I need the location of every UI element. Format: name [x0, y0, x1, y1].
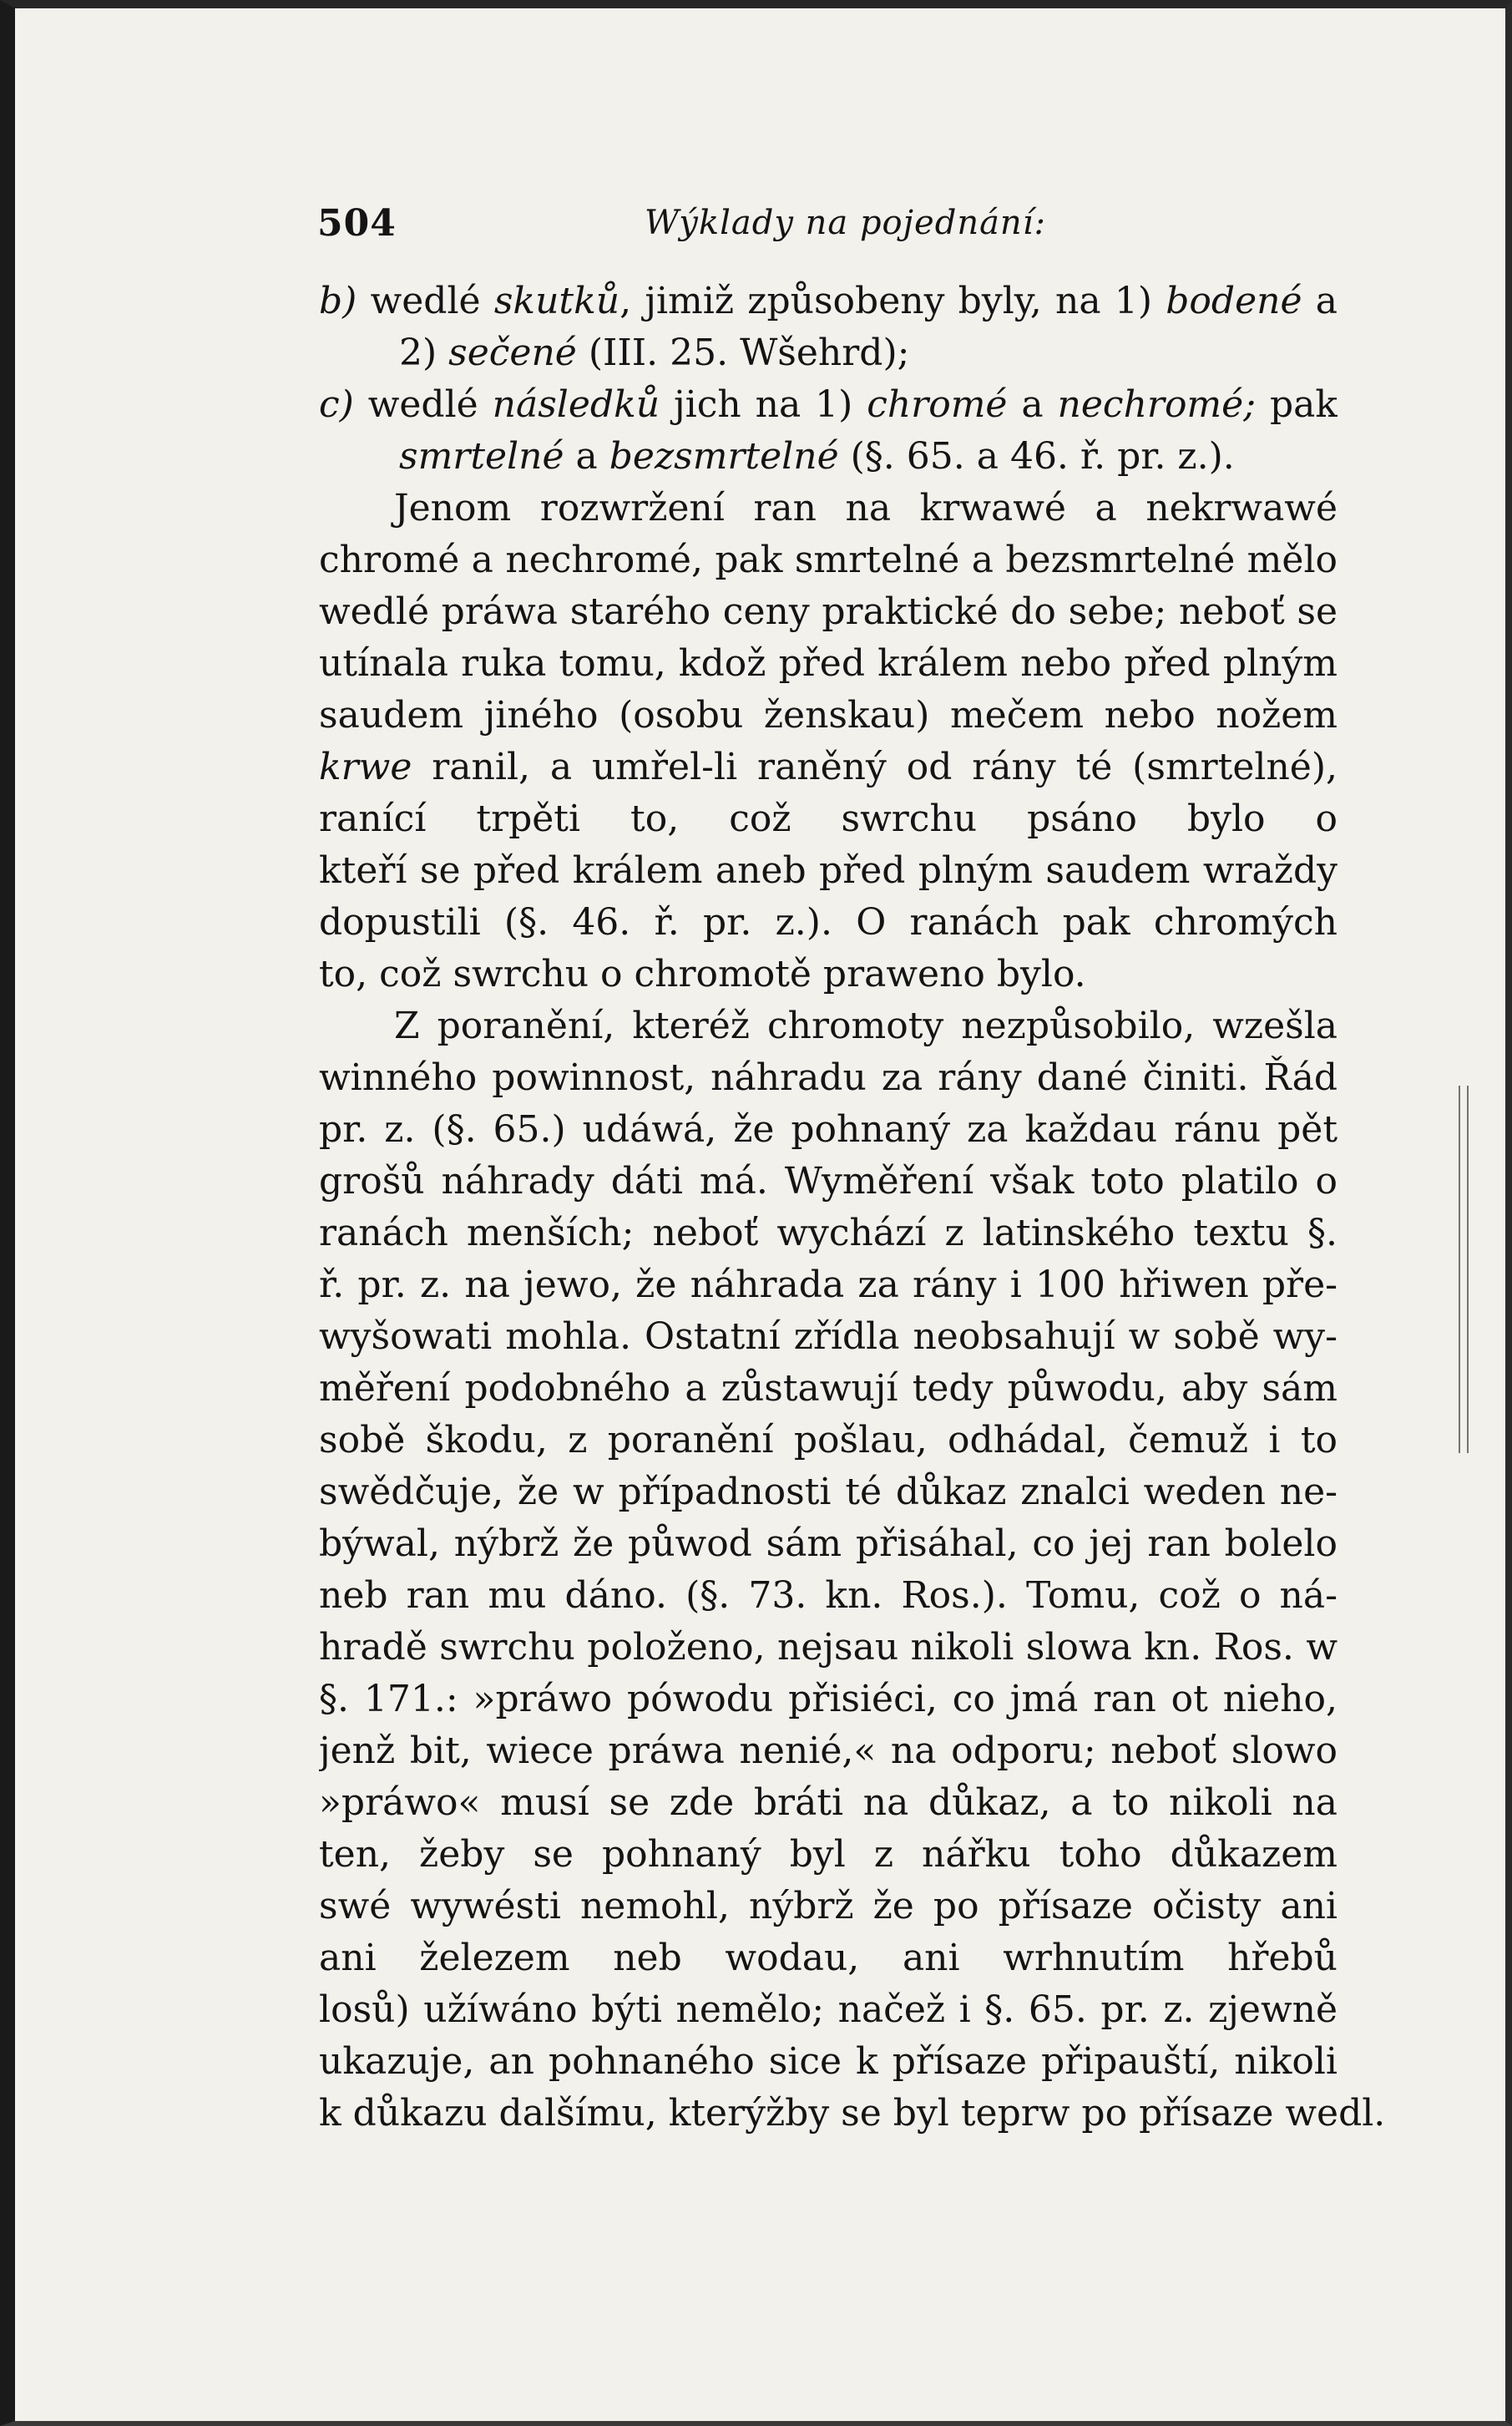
italic-term: skutků	[493, 280, 620, 322]
text-column	[319, 276, 1386, 2140]
text-line	[319, 1311, 1338, 1363]
text-run: ranil, a umřel-li raněný od rány té (smrtelné),	[432, 746, 1338, 788]
text-line	[319, 1932, 1338, 1984]
text-run: grošů náhrady dáti má. Wyměření však toto platilo o	[319, 1160, 1338, 1203]
text-line	[319, 1674, 1338, 1725]
italic-term: bodené	[1166, 280, 1302, 322]
text-run: swědčuje, že w případnosti té důkaz znalci weden ne-	[319, 1471, 1338, 1513]
header-title: Wýklady na pojednání:	[645, 204, 1046, 242]
text-run: wyšowati mohla. Ostatní zřídla neobsahují w sobě wy-	[319, 1315, 1338, 1358]
text-line	[319, 2088, 1386, 2140]
text-run: saudem jiného (osobu ženskau) mečem nebo nožem	[319, 694, 1338, 737]
text-run: wedlé práwa starého ceny praktické do sebe; neboť se	[319, 590, 1338, 633]
text-run: winného powinnost, náhradu za rány dané činiti. Řád	[319, 1056, 1338, 1099]
text-line	[319, 1622, 1338, 1674]
text-run: Jenom rozwržení ran na krwawé a nekrwawé	[394, 487, 1338, 529]
italic-term: nechromé;	[1057, 383, 1257, 426]
text-run: §. 171.: »práwo pówodu přisiéci, co jmá ran ot nieho,	[319, 1678, 1338, 1720]
text-run: pak	[1269, 383, 1338, 426]
text-line	[319, 1000, 1338, 1052]
text-run: utínala ruka tomu, kdož před králem nebo před plným	[319, 642, 1338, 685]
text-run: jenž bit, wiece práwa nenié,« na odporu; neboť slowo	[319, 1730, 1338, 1772]
running-head	[317, 202, 1369, 252]
text-run: sobě škodu, z poranění pošlau, odhádal, čemuž i to	[319, 1419, 1338, 1461]
italic-term: krwe	[319, 746, 412, 788]
text-run: 2)	[399, 332, 449, 374]
text-run: swé wywésti nemohl, nýbrž že po přísaze očisty ani	[319, 1885, 1338, 1927]
text-run: býwal, nýbrž že půwod sám přisáhal, co jej ran bolelo	[319, 1522, 1338, 1565]
italic-term: c)	[319, 383, 354, 426]
text-line	[319, 483, 1338, 534]
text-line	[319, 1259, 1338, 1311]
italic-term: chromé	[867, 383, 1008, 426]
text-run: ten, žeby se pohnaný byl z nářku toho důkazem	[319, 1833, 1338, 1876]
text-line	[319, 1725, 1338, 1777]
text-run: a	[1007, 383, 1058, 426]
list-item-b	[319, 276, 1338, 379]
paragraph	[319, 1000, 1386, 2140]
text-line	[319, 1156, 1338, 1208]
text-run: (III. 25. Wšehrd);	[576, 332, 910, 374]
page-number: 504	[317, 202, 397, 245]
text-line	[319, 1881, 1338, 1932]
text-line	[319, 638, 1338, 690]
text-line	[319, 897, 1338, 949]
text-run: ukazuje, an pohnaného sice k přísaze připauští, nikoli	[319, 2040, 1338, 2083]
text-line	[319, 327, 1338, 379]
text-line	[319, 1363, 1338, 1415]
text-run: (§. 65. a 46. ř. pr. z.).	[838, 435, 1235, 478]
text-run: »práwo« musí se zde bráti na důkaz, a to nikoli na	[319, 1781, 1338, 1824]
text-run: , jimiž způsobeny byly, na 1)	[619, 280, 1166, 322]
text-run: hradě swrchu položeno, nejsau nikoli slowa kn. Ros. w	[319, 1626, 1338, 1669]
text-line	[319, 1518, 1338, 1570]
italic-term: smrtelné	[399, 435, 564, 478]
text-run: jich na 1)	[660, 383, 867, 426]
text-line	[319, 949, 1338, 1000]
text-line	[319, 1208, 1338, 1259]
text-run: Z poranění, kteréž chromoty nezpůsobilo, wzešla	[394, 1005, 1338, 1047]
text-run: dopustili (§. 46. ř. pr. z.). O ranách pak chromých	[319, 901, 1338, 944]
list-item-c	[319, 379, 1338, 483]
text-run: pr. z. (§. 65.) udáwá, že pohnaný za každau ránu pět	[319, 1108, 1338, 1151]
paragraph	[319, 483, 1338, 1000]
text-line	[319, 1466, 1338, 1518]
text-line	[319, 1570, 1338, 1622]
text-line	[319, 690, 1338, 742]
text-line	[319, 793, 1338, 845]
text-run: ř. pr. z. na jewo, že náhrada za rány i 100 hřiwen pře-	[319, 1264, 1338, 1306]
text-run: wedlé	[353, 383, 493, 426]
text-run: wedlé	[357, 280, 494, 322]
text-line	[319, 276, 1338, 327]
text-run: měření podobného a zůstawují tedy půwodu, aby sám	[319, 1367, 1338, 1410]
text-run: losů) užíwáno býti nemělo; načež i §. 65. pr. z. zjewně	[319, 1988, 1338, 2031]
text-run: ranách menších; neboť wychází z latinského textu §.	[319, 1212, 1338, 1254]
text-run: ranící trpěti to, což swrchu psáno bylo o	[319, 798, 1338, 840]
text-line	[319, 742, 1338, 793]
text-run: k důkazu dalšímu, kterýžby se byl teprw po přísaze wedl.	[319, 2092, 1386, 2135]
text-line	[319, 379, 1338, 431]
italic-term: b)	[319, 280, 357, 322]
text-run: to, což swrchu o chromotě praweno bylo.	[319, 953, 1086, 995]
text-line	[319, 1104, 1338, 1156]
text-line	[319, 1777, 1338, 1829]
text-line	[319, 1984, 1338, 2036]
text-run: chromé a nechromé, pak smrtelné a bezsmrtelné mělo	[319, 539, 1338, 581]
text-line	[319, 845, 1338, 897]
text-line	[319, 431, 1338, 483]
text-run: kteří se před králem aneb před plným saudem wraždy	[319, 849, 1338, 892]
italic-term: sečené	[448, 332, 577, 374]
text-line	[319, 1829, 1338, 1881]
text-line	[319, 586, 1338, 638]
text-run: ani železem neb wodau, ani wrhnutím hřebů	[319, 1937, 1338, 1979]
italic-term: bezsmrtelné	[609, 435, 839, 478]
text-run: a	[564, 435, 609, 478]
text-line	[319, 2036, 1338, 2088]
text-run: a	[1302, 280, 1338, 322]
text-line	[319, 1415, 1338, 1466]
italic-term: následků	[492, 383, 660, 426]
margin-mark	[1459, 1086, 1469, 1453]
text-line	[319, 534, 1338, 586]
text-run: neb ran mu dáno. (§. 73. kn. Ros.). Tomu, což o ná-	[319, 1574, 1338, 1617]
text-line	[319, 1052, 1338, 1104]
